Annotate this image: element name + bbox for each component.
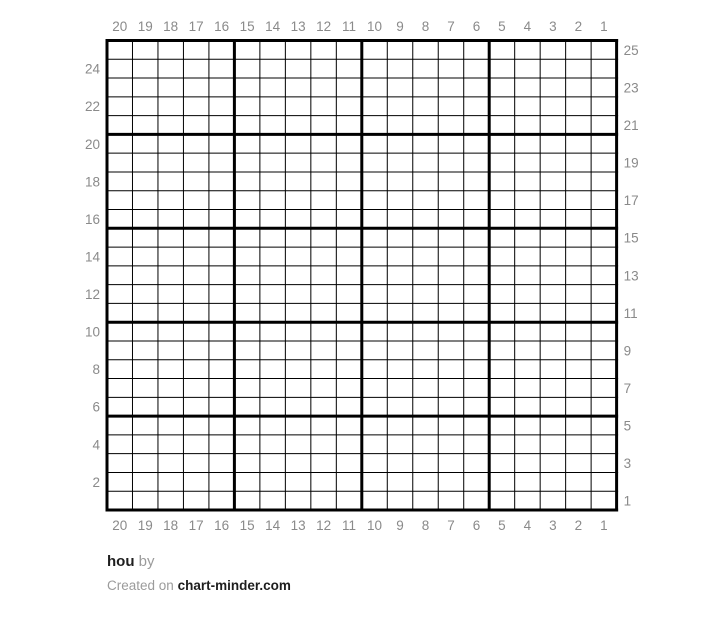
credit-prefix-text: Created on [107, 578, 174, 593]
right-axis-label: 15 [623, 230, 639, 246]
left-axis-label: 22 [84, 99, 100, 115]
bottom-axis-label: 6 [472, 518, 481, 533]
right-axis-label: 21 [623, 118, 639, 134]
credit-site-link[interactable]: chart-minder.com [177, 578, 291, 593]
bottom-axis-label: 7 [447, 518, 455, 533]
left-axis-label: 8 [92, 362, 100, 378]
left-axis-label: 20 [84, 136, 100, 152]
chart-credit-line [107, 576, 291, 595]
left-axis-label: 16 [84, 211, 100, 227]
chart-title: hou [107, 553, 135, 570]
top-axis-label: 13 [290, 19, 306, 34]
bottom-axis-label: 14 [265, 518, 281, 533]
left-axis-label: 4 [92, 437, 100, 453]
top-axis-label: 6 [472, 19, 481, 34]
top-axis-label: 2 [574, 19, 583, 34]
left-axis-label: 10 [84, 324, 100, 340]
right-axis-label: 13 [623, 268, 639, 284]
left-axis-label: 14 [84, 249, 100, 265]
bottom-axis-label: 15 [239, 518, 255, 533]
left-axis-label: 18 [84, 174, 100, 190]
top-axis-label: 11 [342, 19, 357, 34]
right-axis-label: 7 [623, 380, 632, 396]
left-axis-label: 2 [92, 474, 100, 490]
top-axis-label: 4 [523, 19, 532, 34]
bottom-axis-label: 9 [396, 518, 404, 533]
bottom-axis-label: 17 [188, 518, 204, 533]
right-axis-label: 11 [623, 305, 638, 321]
bottom-axis-label: 19 [137, 518, 153, 533]
bottom-axis-label: 13 [290, 518, 306, 533]
right-axis-label: 23 [623, 80, 639, 96]
top-axis-label: 3 [549, 19, 557, 34]
chart-title-line [107, 552, 291, 571]
bottom-axis-label: 12 [316, 518, 332, 533]
grid-lines [106, 39, 619, 512]
bottom-axis-label: 8 [421, 518, 430, 533]
top-axis-label: 14 [265, 19, 281, 34]
bottom-axis-label: 1 [600, 518, 608, 533]
top-axis-label: 17 [188, 19, 204, 34]
right-axis-label: 19 [623, 155, 639, 171]
top-axis-label: 15 [239, 19, 255, 34]
right-axis-label: 5 [623, 418, 632, 434]
top-axis-label: 9 [396, 19, 404, 34]
bottom-axis-label: 5 [498, 518, 506, 533]
chart-footer [107, 552, 291, 595]
left-axis-label: 12 [84, 287, 100, 303]
right-axis-label: 3 [623, 456, 632, 472]
bottom-axis-label: 4 [523, 518, 532, 533]
top-axis-label: 7 [447, 19, 455, 34]
top-axis-label: 18 [163, 19, 179, 34]
chart-byline: by [138, 553, 155, 570]
top-axis-label: 5 [498, 19, 506, 34]
bottom-axis-label: 20 [112, 518, 128, 533]
bottom-axis-label: 11 [342, 518, 357, 533]
left-axis-label: 6 [92, 399, 100, 415]
right-axis-label: 25 [623, 42, 639, 58]
bottom-axis-label: 10 [367, 518, 383, 533]
bottom-axis-label: 18 [163, 518, 179, 533]
right-axis-label: 17 [623, 193, 639, 209]
top-axis-label: 1 [600, 19, 608, 34]
bottom-axis-label: 3 [549, 518, 557, 533]
bottom-axis-label: 16 [214, 518, 230, 533]
top-axis-label: 19 [137, 19, 153, 34]
right-axis-label: 9 [623, 343, 632, 359]
top-axis-label: 8 [421, 19, 430, 34]
left-axis-label: 24 [84, 61, 100, 77]
top-axis-label: 10 [367, 19, 383, 34]
top-axis-label: 20 [112, 19, 128, 34]
bottom-axis-label: 2 [574, 518, 583, 533]
right-axis-label: 1 [623, 493, 632, 509]
top-axis-label: 16 [214, 19, 230, 34]
top-axis-label: 12 [316, 19, 332, 34]
